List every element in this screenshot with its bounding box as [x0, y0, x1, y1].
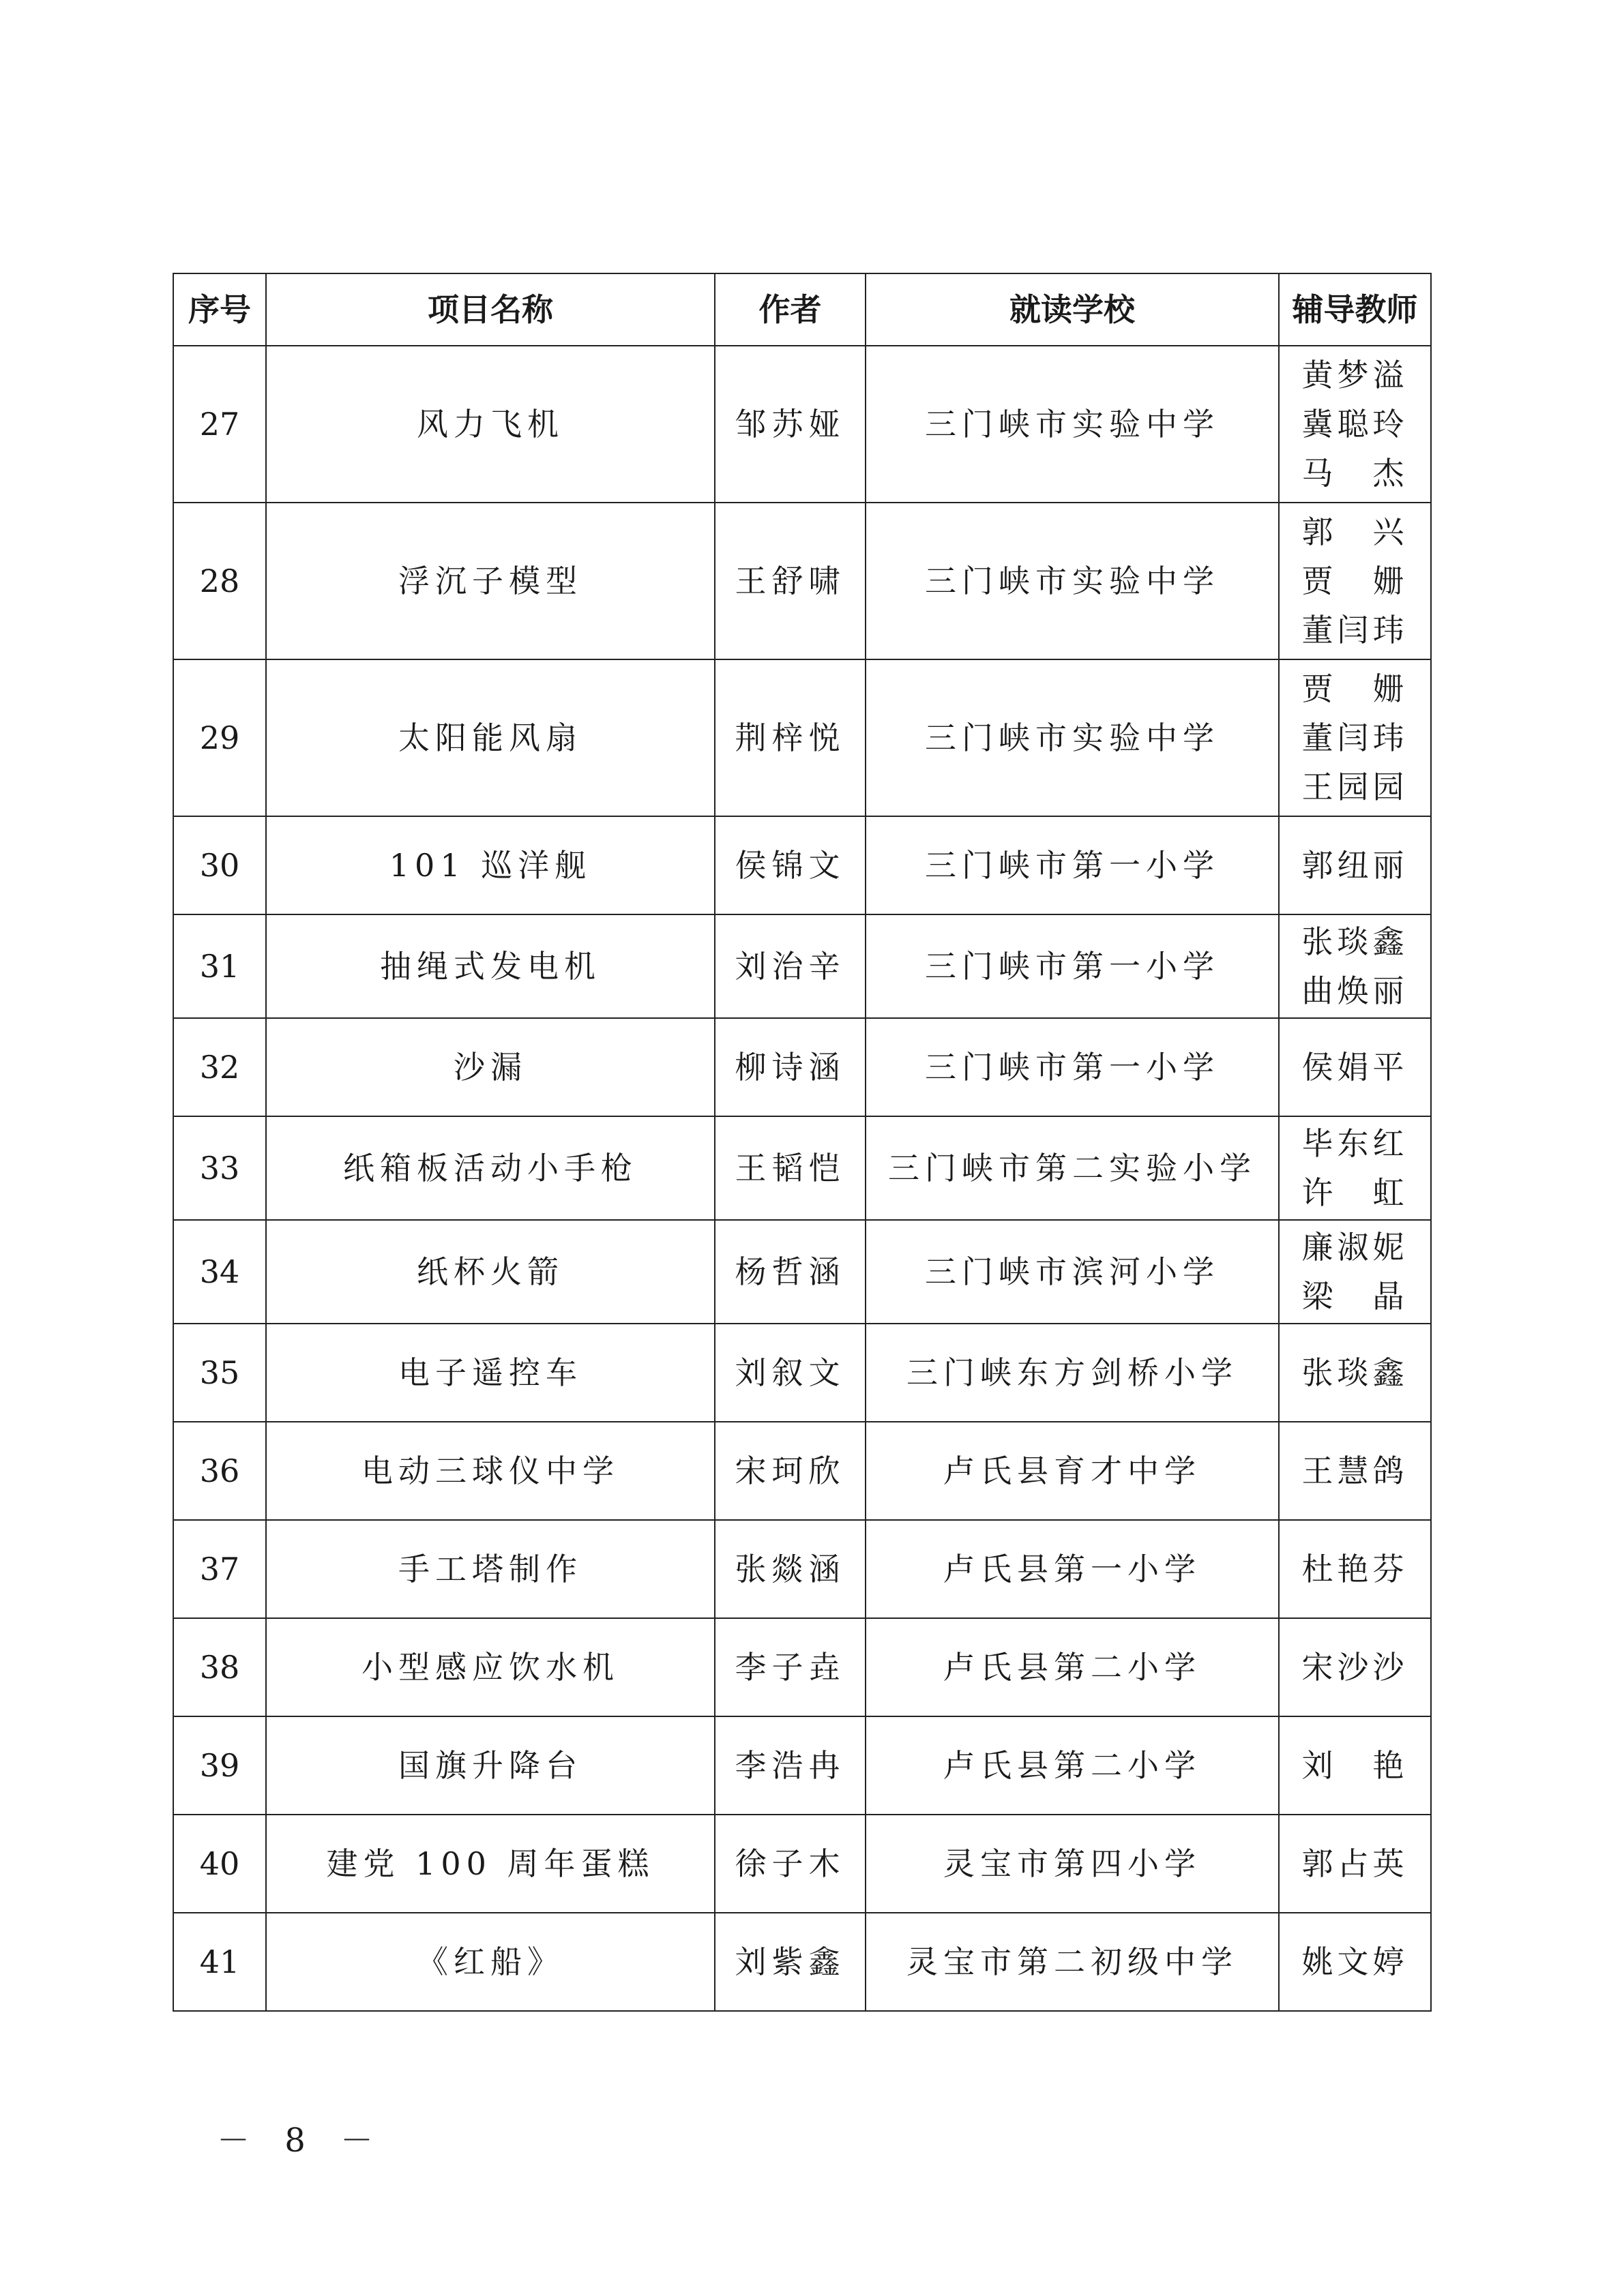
table-row [173, 1422, 1431, 1520]
teacher-name: 许 虹 [1301, 1174, 1408, 1211]
cell-teacher [1279, 1220, 1431, 1324]
cell-no: 34 [173, 1220, 266, 1324]
table-row [173, 1913, 1431, 2011]
cell-school: 三门峡市第一小学 [866, 914, 1279, 1018]
table-body [173, 346, 1431, 2011]
cell-no: 32 [173, 1018, 266, 1116]
cell-no: 39 [173, 1716, 266, 1815]
cell-teacher [1279, 816, 1431, 914]
teacher-name: 梁 晶 [1301, 1278, 1408, 1315]
cell-no: 41 [173, 1913, 266, 2011]
table-row [173, 659, 1431, 816]
cell-project-name: 沙漏 [266, 1018, 715, 1116]
cell-project-name: 浮沉子模型 [266, 503, 715, 659]
teacher-name: 董闫玮 [1301, 719, 1408, 756]
cell-project-name: 纸箱板活动小手枪 [266, 1116, 715, 1220]
cell-teacher [1279, 503, 1431, 659]
teacher-name: 张琰鑫 [1301, 1354, 1408, 1391]
award-table [173, 273, 1432, 2012]
cell-author: 王舒啸 [715, 503, 866, 659]
cell-teacher [1279, 659, 1431, 816]
cell-school: 卢氏县第二小学 [866, 1716, 1279, 1815]
cell-school: 三门峡市实验中学 [866, 346, 1279, 503]
cell-school: 三门峡市实验中学 [866, 503, 1279, 659]
cell-author: 徐子木 [715, 1815, 866, 1913]
header-school: 就读学校 [866, 273, 1279, 346]
cell-teacher [1279, 1324, 1431, 1422]
cell-teacher [1279, 1815, 1431, 1913]
cell-teacher [1279, 1520, 1431, 1618]
teacher-name: 张琰鑫 [1301, 923, 1408, 960]
table-row [173, 914, 1431, 1018]
cell-teacher [1279, 1116, 1431, 1220]
table-row [173, 1716, 1431, 1815]
cell-author: 杨哲涵 [715, 1220, 866, 1324]
cell-author: 李子垚 [715, 1618, 866, 1716]
cell-no: 37 [173, 1520, 266, 1618]
teacher-name: 毕东红 [1301, 1125, 1408, 1162]
teacher-name: 冀聪玲 [1301, 406, 1408, 443]
cell-school: 卢氏县育才中学 [866, 1422, 1279, 1520]
cell-school: 卢氏县第二小学 [866, 1618, 1279, 1716]
cell-no: 29 [173, 659, 266, 816]
cell-author: 刘叙文 [715, 1324, 866, 1422]
cell-project-name: 小型感应饮水机 [266, 1618, 715, 1716]
cell-project-name: 太阳能风扇 [266, 659, 715, 816]
cell-author: 侯锦文 [715, 816, 866, 914]
cell-no: 27 [173, 346, 266, 503]
table-header-row [173, 273, 1431, 346]
cell-school: 三门峡市第一小学 [866, 1018, 1279, 1116]
cell-project-name: 电子遥控车 [266, 1324, 715, 1422]
cell-no: 40 [173, 1815, 266, 1913]
teacher-name: 董闫玮 [1301, 612, 1408, 648]
teacher-name: 姚文婷 [1301, 1943, 1408, 1980]
cell-project-name: 建党 100 周年蛋糕 [266, 1815, 715, 1913]
teacher-name: 马 杰 [1301, 455, 1408, 492]
teacher-name: 郭纽丽 [1301, 847, 1408, 884]
cell-project-name: 纸杯火箭 [266, 1220, 715, 1324]
teacher-name: 侯娟平 [1301, 1049, 1408, 1086]
cell-school: 灵宝市第四小学 [866, 1815, 1279, 1913]
teacher-name: 黄梦溢 [1301, 357, 1408, 393]
teacher-name: 贾 姗 [1301, 563, 1408, 599]
cell-project-name: 《红船》 [266, 1913, 715, 2011]
table-row [173, 1520, 1431, 1618]
cell-author: 张燚涵 [715, 1520, 866, 1618]
teacher-name: 贾 姗 [1301, 670, 1408, 707]
cell-school: 三门峡市第二实验小学 [866, 1116, 1279, 1220]
cell-author: 邹苏娅 [715, 346, 866, 503]
cell-no: 30 [173, 816, 266, 914]
cell-no: 36 [173, 1422, 266, 1520]
header-no: 序号 [173, 273, 266, 346]
cell-school: 三门峡市实验中学 [866, 659, 1279, 816]
cell-teacher [1279, 1422, 1431, 1520]
cell-school: 卢氏县第一小学 [866, 1520, 1279, 1618]
teacher-name: 廉淑妮 [1301, 1229, 1408, 1266]
page-number: － 8 － [217, 2121, 386, 2160]
table-row [173, 346, 1431, 503]
cell-teacher [1279, 346, 1431, 503]
cell-no: 28 [173, 503, 266, 659]
table-row [173, 503, 1431, 659]
cell-author: 刘治辛 [715, 914, 866, 1018]
cell-teacher [1279, 1716, 1431, 1815]
teacher-name: 王慧鸽 [1301, 1452, 1408, 1489]
teacher-name: 郭占英 [1301, 1845, 1408, 1882]
header-project-name: 项目名称 [266, 273, 715, 346]
table-row [173, 1018, 1431, 1116]
cell-no: 38 [173, 1618, 266, 1716]
cell-project-name: 手工塔制作 [266, 1520, 715, 1618]
cell-school: 三门峡市滨河小学 [866, 1220, 1279, 1324]
cell-project-name: 国旗升降台 [266, 1716, 715, 1815]
cell-teacher [1279, 1618, 1431, 1716]
cell-no: 31 [173, 914, 266, 1018]
table-row [173, 1116, 1431, 1220]
teacher-name: 刘 艳 [1301, 1747, 1408, 1784]
cell-school: 三门峡东方剑桥小学 [866, 1324, 1279, 1422]
teacher-name: 王园园 [1301, 769, 1408, 805]
cell-teacher [1279, 1018, 1431, 1116]
cell-teacher [1279, 914, 1431, 1018]
cell-project-name: 101 巡洋舰 [266, 816, 715, 914]
cell-project-name: 风力飞机 [266, 346, 715, 503]
cell-author: 宋珂欣 [715, 1422, 866, 1520]
header-author: 作者 [715, 273, 866, 346]
table-row [173, 1324, 1431, 1422]
table-row [173, 816, 1431, 914]
teacher-name: 杜艳芬 [1301, 1551, 1408, 1587]
cell-author: 王韬恺 [715, 1116, 866, 1220]
cell-author: 柳诗涵 [715, 1018, 866, 1116]
cell-no: 33 [173, 1116, 266, 1220]
cell-author: 荆梓悦 [715, 659, 866, 816]
cell-project-name: 抽绳式发电机 [266, 914, 715, 1018]
cell-author: 刘紫鑫 [715, 1913, 866, 2011]
cell-no: 35 [173, 1324, 266, 1422]
cell-teacher [1279, 1913, 1431, 2011]
cell-project-name: 电动三球仪中学 [266, 1422, 715, 1520]
cell-school: 三门峡市第一小学 [866, 816, 1279, 914]
teacher-name: 郭 兴 [1301, 513, 1408, 550]
header-teacher: 辅导教师 [1279, 273, 1431, 346]
table-row [173, 1815, 1431, 1913]
teacher-name: 曲焕丽 [1301, 972, 1408, 1009]
table-row [173, 1618, 1431, 1716]
teacher-name: 宋沙沙 [1301, 1649, 1408, 1686]
cell-author: 李浩冉 [715, 1716, 866, 1815]
table-row [173, 1220, 1431, 1324]
cell-school: 灵宝市第二初级中学 [866, 1913, 1279, 2011]
